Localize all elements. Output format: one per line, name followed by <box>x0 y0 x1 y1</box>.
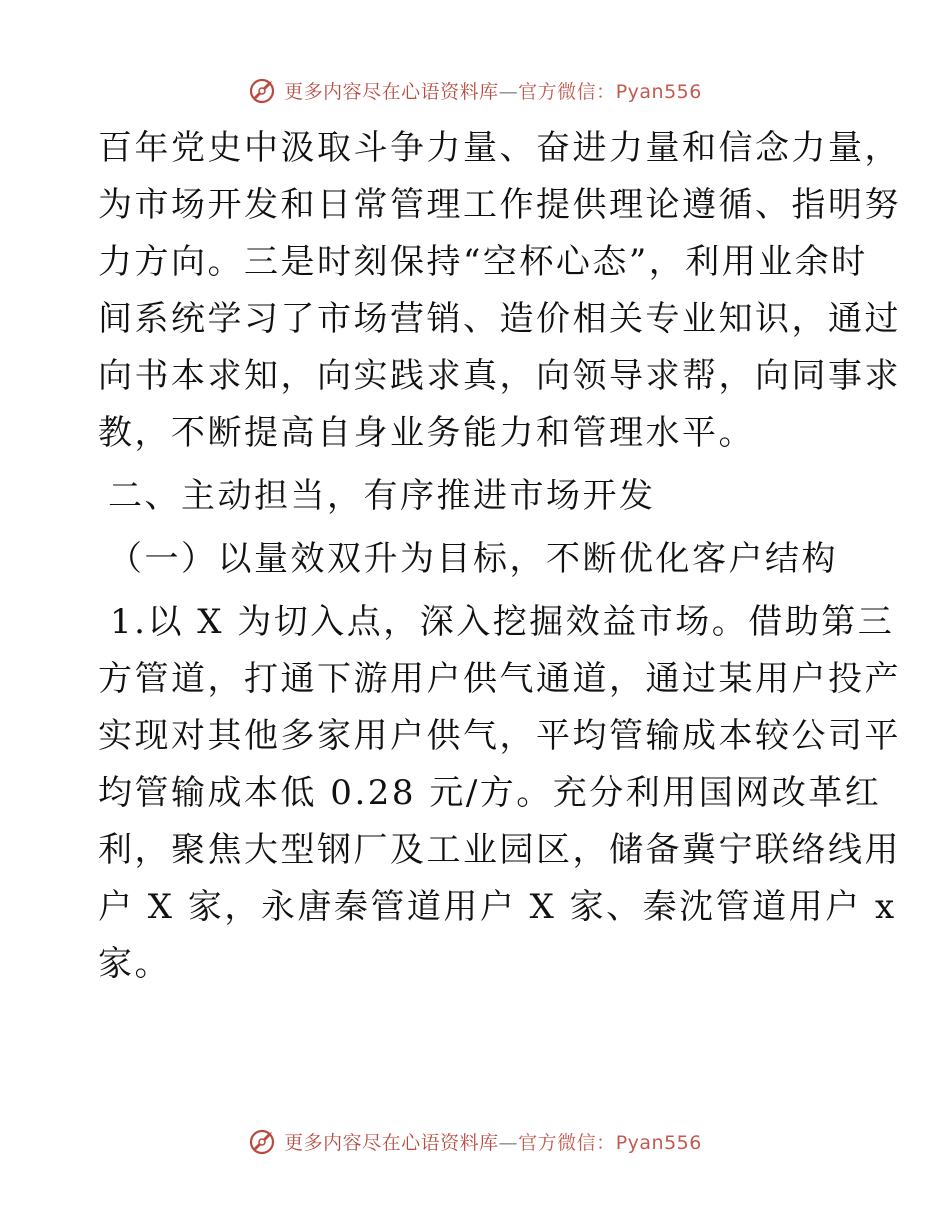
header-wechat-label: 官方微信： <box>518 80 616 103</box>
section-heading-2: 二、主动担当，有序推进市场开发 <box>108 476 656 516</box>
text-line: 教，不断提高自身业务能力和管理水平。 <box>98 413 755 453</box>
header-watermark-text <box>284 77 702 104</box>
footer-brand-text: 更多内容尽在心语资料库 <box>284 1131 499 1154</box>
pen-logo-icon <box>248 1126 278 1156</box>
text-line: 户 X 家，永唐秦管道用户 X 家、秦沈管道用户 x <box>98 887 897 927</box>
subsection-heading-2-1: （一）以量效双升为目标，不断优化客户结构 <box>108 539 838 579</box>
header-wechat-id: Pyan556 <box>615 80 702 103</box>
text-line: 力方向。三是时刻保持“空杯心态”，利用业余时 <box>98 242 868 282</box>
paragraph-1 <box>98 120 901 462</box>
header-separator: — <box>498 80 519 103</box>
text-line: 方管道，打通下游用户供气通道，通过某用户投产 <box>98 659 901 699</box>
footer-watermark-text <box>284 1128 702 1155</box>
pen-logo-icon <box>248 75 278 105</box>
footer-watermark-banner <box>0 1121 950 1161</box>
footer-separator: — <box>498 1131 519 1154</box>
footer-wechat-id: Pyan556 <box>615 1131 702 1154</box>
footer-wechat-label: 官方微信： <box>518 1131 616 1154</box>
text-line: 百年党史中汲取斗争力量、奋进力量和信念力量， <box>98 128 901 168</box>
text-line: 利，聚焦大型钢厂及工业园区，储备冀宁联络线用 <box>98 830 901 870</box>
header-brand-text: 更多内容尽在心语资料库 <box>284 80 499 103</box>
text-line: 1.以 X 为切入点，深入挖掘效益市场。借助第三 <box>110 602 895 642</box>
text-line: 家。 <box>98 944 171 984</box>
text-line: 向书本求知，向实践求真，向领导求帮，向同事求 <box>98 356 901 396</box>
text-line: 均管输成本低 0.28 元/方。充分利用国网改革红 <box>98 773 882 813</box>
document-body <box>98 120 901 993</box>
paragraph-2 <box>98 594 901 993</box>
text-line: 间系统学习了市场营销、造价相关专业知识，通过 <box>98 299 901 339</box>
text-line: 为市场开发和日常管理工作提供理论遵循、指明努 <box>98 185 901 225</box>
text-line: 实现对其他多家用户供气，平均管输成本较公司平 <box>98 716 901 756</box>
header-watermark-banner <box>0 70 950 110</box>
